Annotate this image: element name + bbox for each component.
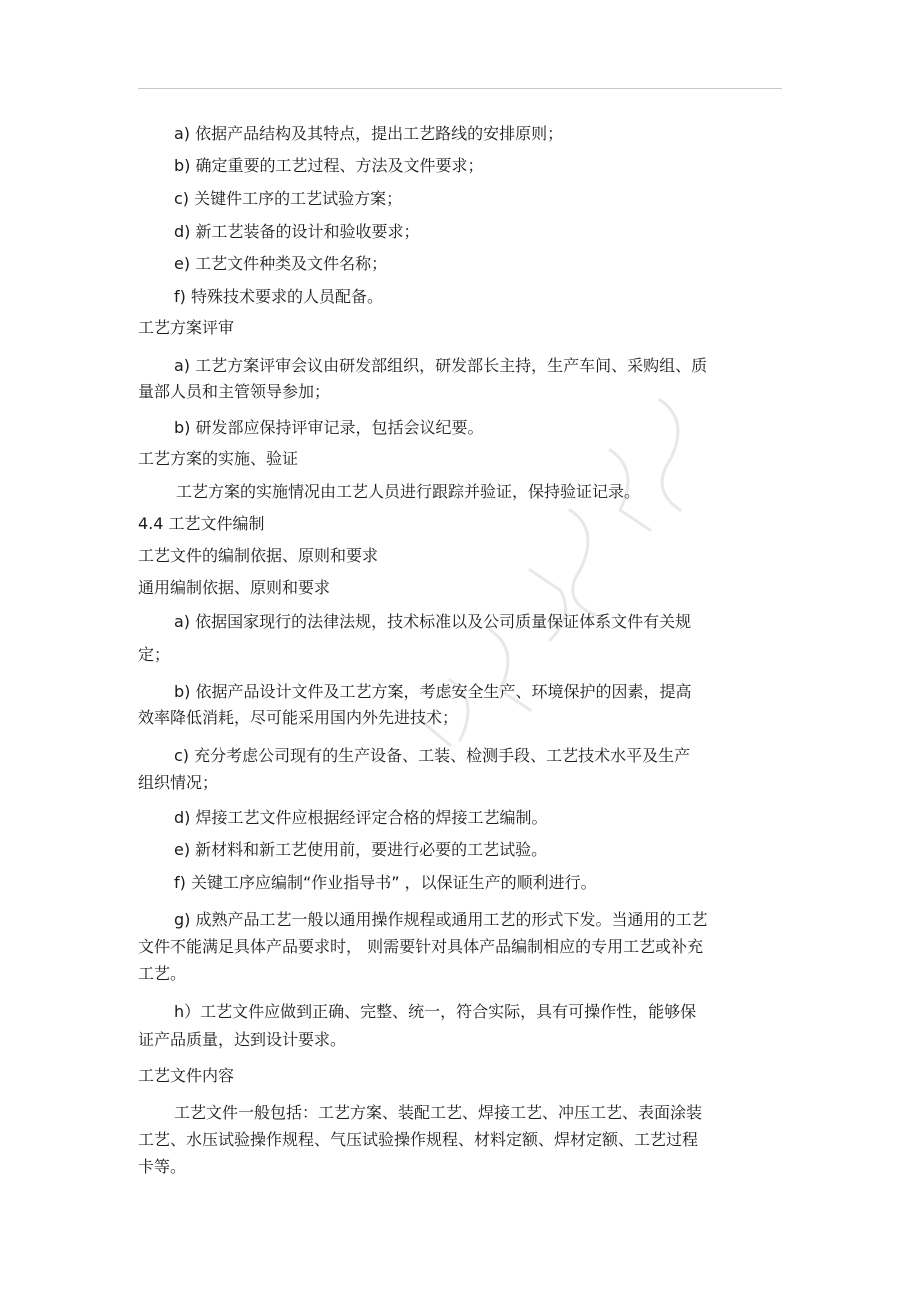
- list-item: b) 确定重要的工艺过程、方法及文件要求；: [174, 156, 484, 175]
- list-item: a) 依据产品结构及其特点，提出工艺路线的安排原则；: [174, 124, 564, 143]
- section-heading: 工艺方案评审: [138, 318, 235, 337]
- list-item-continuation: 证产品质量，达到设计要求。: [138, 1030, 347, 1049]
- list-item: e) 工艺文件种类及文件名称；: [174, 254, 388, 273]
- list-item: c) 充分考虑公司现有的生产设备、工装、检测手段、工艺技术水平及生产: [174, 746, 691, 765]
- paragraph-continuation: 工艺、水压试验操作规程、气压试验操作规程、材料定额、焊材定额、工艺过程: [138, 1130, 699, 1149]
- paragraph: 工艺方案的实施情况由工艺人员进行跟踪并验证，保持验证记录。: [176, 482, 641, 501]
- list-item: b) 研发部应保持评审记录，包括会议纪要。: [174, 418, 484, 437]
- paragraph: 工艺文件一般包括：工艺方案、装配工艺、焊接工艺、冲压工艺、表面涂装: [174, 1103, 703, 1122]
- section-heading: 工艺文件的编制依据、原则和要求: [138, 546, 379, 565]
- section-heading: 工艺方案的实施、验证: [138, 449, 299, 468]
- paragraph-continuation: 卡等。: [138, 1157, 187, 1176]
- list-item: e) 新材料和新工艺使用前，要进行必要的工艺试验。: [174, 840, 548, 859]
- list-item: d) 新工艺装备的设计和验收要求；: [174, 222, 420, 241]
- list-item: c) 关键件工序的工艺试验方案；: [174, 189, 403, 208]
- list-item-continuation: 组织情况；: [138, 773, 219, 792]
- list-item: f) 特殊技术要求的人员配备。: [174, 287, 383, 306]
- list-item: a) 依据国家现行的法律法规，技术标准以及公司质量保证体系文件有关规: [174, 612, 692, 631]
- section-heading: 4.4 工艺文件编制: [138, 514, 265, 533]
- list-item: d) 焊接工艺文件应根据经评定合格的焊接工艺编制。: [174, 808, 548, 827]
- section-heading: 通用编制依据、原则和要求: [138, 578, 331, 597]
- section-heading: 工艺文件内容: [138, 1066, 235, 1085]
- list-item-continuation: 效率降低消耗，尽可能采用国内外先进技术；: [138, 708, 459, 727]
- list-item-continuation: 文件不能满足具体产品要求时， 则需要针对具体产品编制相应的专用工艺或补充: [138, 937, 704, 956]
- list-item: a) 工艺方案评审会议由研发部组织，研发部长主持，生产车间、采购组、质: [174, 356, 708, 375]
- list-item: g) 成熟产品工艺一般以通用操作规程或通用工艺的形式下发。当通用的工艺: [174, 910, 708, 929]
- list-item-continuation: 量部人员和主管领导参加；: [138, 382, 331, 401]
- list-item-continuation: 定；: [138, 645, 171, 664]
- list-item-continuation: 工艺。: [138, 964, 187, 983]
- list-item: h）工艺文件应做到正确、完整、统一，符合实际，具有可操作性，能够保: [174, 1002, 697, 1021]
- list-item: b) 依据产品设计文件及工艺方案，考虑安全生产、环境保护的因素，提高: [174, 682, 692, 701]
- header-rule: [138, 88, 782, 89]
- list-item: f) 关键工序应编制“作业指导书” ，以保证生产的顺利进行。: [174, 873, 597, 892]
